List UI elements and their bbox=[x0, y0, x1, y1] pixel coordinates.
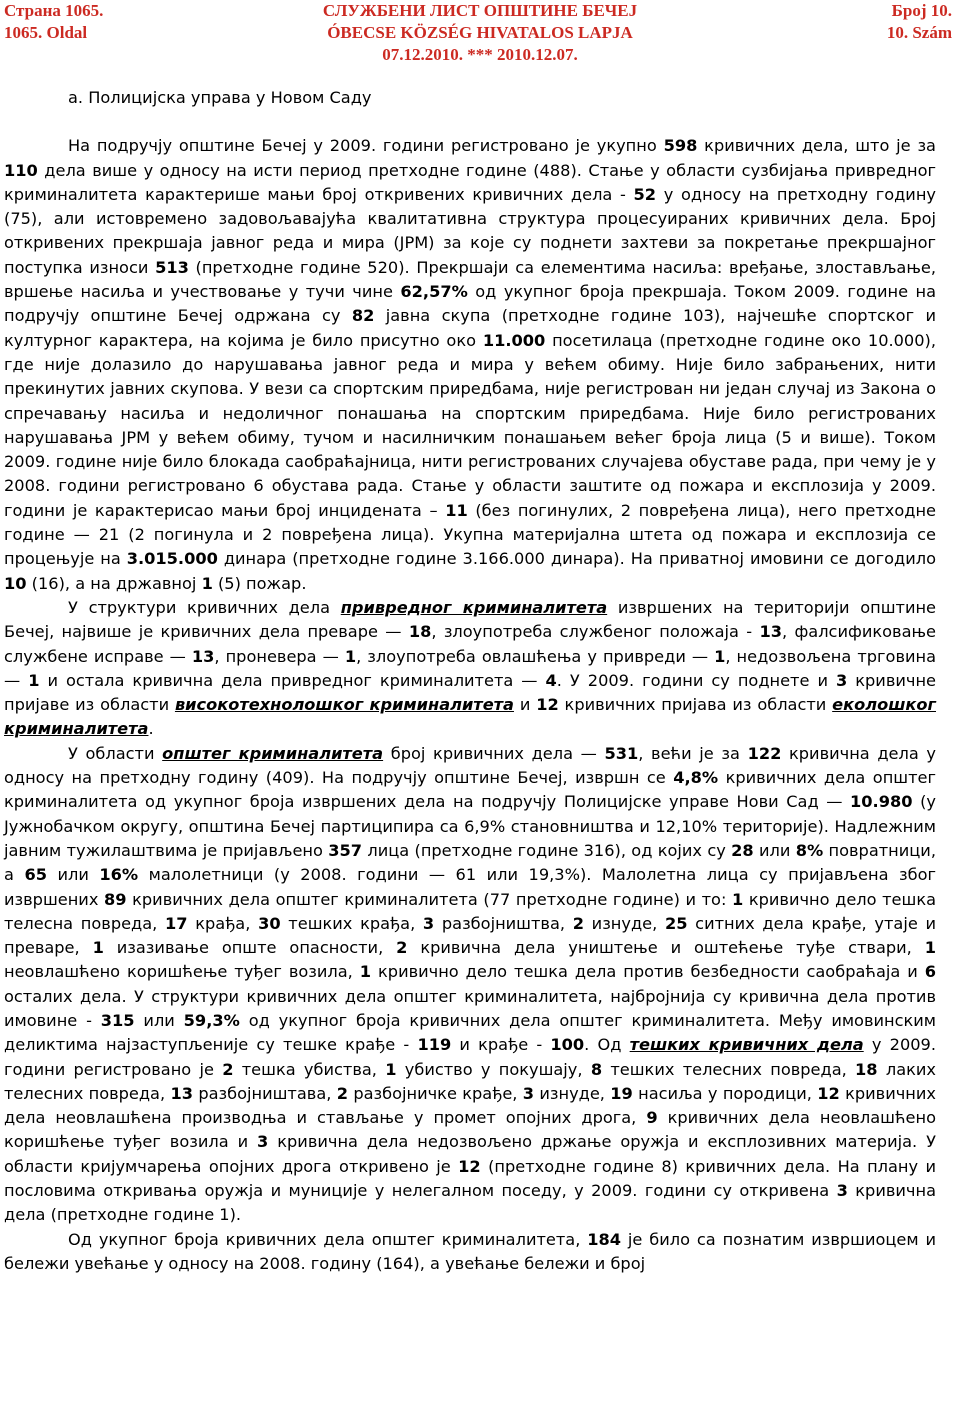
emphasized-term: тешких кривичних дела bbox=[629, 1035, 864, 1055]
text-run: , већи је за bbox=[638, 743, 748, 763]
bold-figure: 12 bbox=[817, 1083, 840, 1103]
text-run: (5) пожар. bbox=[212, 573, 307, 593]
text-run: од укупног броја кривичних дела општег криминалитета. Међу имовинским деликтима најзаступљеније су тешке крађе - bbox=[4, 1010, 937, 1055]
text-run: (у Јужнобачком округу, општина Бечеј партиципира са 6,9% становништва и 12,10% територије). Надлежним јавним тужилаштвима је пријављено bbox=[4, 792, 936, 860]
text-run: или bbox=[753, 840, 796, 860]
text-run: јавна скупа (претходне године 103), најчешће спортског и културног карактера, на којима је било присутно око bbox=[4, 306, 936, 350]
emphasized-term: еколошког криминалитета bbox=[4, 695, 936, 739]
bold-figure: 3.015.000 bbox=[126, 549, 218, 569]
text-run: кривичних дела општег криминалитета од укупног броја извршених дела на подручју Полицијске управе Нови Сад — bbox=[4, 768, 936, 812]
bold-figure: 3 bbox=[422, 913, 435, 933]
text-run: или bbox=[134, 1010, 184, 1030]
text-run: кривичних дела, што је за bbox=[697, 136, 936, 156]
text-run: кривичних пријава из области bbox=[558, 695, 833, 715]
bold-figure: 59,3% bbox=[183, 1010, 240, 1030]
text-run: лаких телесних повреда, bbox=[4, 1059, 936, 1103]
issue-number-serbian: Број 10. bbox=[891, 1, 952, 20]
bold-figure: 100 bbox=[550, 1035, 585, 1055]
text-run: кривична дела уништење и оштећење туђе ствари, bbox=[407, 938, 925, 958]
issue-number-block bbox=[887, 0, 952, 44]
text-run: разбојништава, bbox=[193, 1083, 337, 1103]
text-run: разбојничке крађе, bbox=[347, 1083, 523, 1103]
bold-figure: 4 bbox=[545, 670, 557, 690]
bold-figure: 2 bbox=[572, 913, 584, 933]
bold-figure: 1 bbox=[344, 646, 357, 666]
bold-figure: 3 bbox=[522, 1083, 535, 1103]
text-run: у 2009. години регистровано је bbox=[4, 1035, 937, 1079]
bold-figure: 1 bbox=[28, 670, 40, 690]
text-run: дела више у односу на исти период претходне године (488). Стање у области сузбијања привредног криминалитета карактерише мањи број откривених кривичних дела - bbox=[4, 160, 936, 204]
bold-figure: 10.980 bbox=[850, 792, 913, 812]
text-run: ситних дела крађе, утаје и преваре, bbox=[4, 913, 936, 958]
text-run: насиља у породици, bbox=[632, 1083, 818, 1103]
text-run: кривична дела недозвољено држање оружја и експлозивних материја. У области кријумчарења опојних дрога откривено је bbox=[4, 1132, 936, 1176]
text-run: тешких крађа, bbox=[280, 913, 423, 933]
bold-figure: 52 bbox=[633, 184, 657, 204]
issue-number-hungarian: 10. Szám bbox=[886, 23, 952, 42]
paragraph bbox=[4, 742, 936, 1228]
bold-figure: 1 bbox=[385, 1059, 397, 1079]
text-run: кривичних дела неовлашћено коришћење туђег возила и bbox=[4, 1108, 936, 1152]
bold-figure: 513 bbox=[155, 257, 189, 277]
bold-figure: 3 bbox=[836, 1181, 848, 1201]
text-run: кривично дело тешка телесна повреда, bbox=[4, 889, 937, 933]
bold-figure: 9 bbox=[646, 1108, 658, 1128]
bold-figure: 110 bbox=[4, 160, 38, 180]
page-header bbox=[4, 0, 956, 64]
bold-figure: 12 bbox=[458, 1156, 481, 1176]
text-run: и остала кривична дела привредног криминалитета — bbox=[39, 670, 546, 690]
bold-figure: 89 bbox=[104, 889, 127, 909]
bold-figure: 30 bbox=[258, 913, 281, 933]
section-title: а. Полицијска управа у Новом Саду bbox=[68, 88, 372, 107]
text-run: тешка убиства, bbox=[233, 1059, 386, 1079]
text-run: (претходне године 8) кривичних дела. На плану и пословима откривања оружја и муниције у нелегалном поседу, у 2009. години су откривена bbox=[4, 1156, 936, 1201]
bold-figure: 82 bbox=[351, 306, 375, 326]
bold-figure: 4,8% bbox=[673, 768, 719, 788]
gazette-title-hungarian: ÓBECSE KÖZSÉG HIVATALOS LAPJA bbox=[327, 23, 633, 42]
bold-figure: 2 bbox=[336, 1083, 348, 1103]
text-run: кривичне пријаве из области bbox=[4, 670, 936, 715]
bold-figure: 11 bbox=[445, 500, 468, 520]
bold-figure: 28 bbox=[731, 840, 754, 860]
text-run: изнуде, bbox=[583, 913, 665, 933]
bold-figure: 315 bbox=[100, 1010, 135, 1030]
text-run: кривично дело тешка дела против безбедности саобраћаја и bbox=[371, 962, 925, 982]
bold-figure: 598 bbox=[663, 136, 698, 156]
text-run: , фалсификовање службене исправе — bbox=[4, 622, 936, 666]
bold-figure: 357 bbox=[328, 840, 363, 860]
text-run: убиство у покушају, bbox=[396, 1059, 591, 1079]
paragraph bbox=[4, 134, 936, 596]
gazette-title-serbian: СЛУЖБЕНИ ЛИСТ ОПШТИНЕ БЕЧЕЈ bbox=[322, 1, 638, 20]
bold-figure: 17 bbox=[165, 913, 188, 933]
text-run: извршених на територији општине Бечеј, највише је кривичних дела преваре — bbox=[4, 597, 937, 642]
bold-figure: 19 bbox=[610, 1083, 633, 1103]
text-run: кривичних дела неовлашћена производња и стављање у промет опојних дрога, bbox=[4, 1083, 936, 1128]
bold-figure: 1 bbox=[359, 962, 372, 982]
bold-figure: 62,57% bbox=[400, 282, 468, 302]
text-run: , злоупотреба овлашћења у привреди — bbox=[356, 646, 715, 666]
text-run: кривична дела (претходне године 1). bbox=[4, 1181, 936, 1225]
text-run: крађа, bbox=[187, 913, 259, 933]
text-run: , недозвољена трговина — bbox=[4, 646, 937, 690]
text-run: кривична дела у односу на претходну годину (409). На подручју општине Бечеј, извршн се bbox=[4, 743, 936, 788]
bold-figure: 1 bbox=[714, 646, 726, 666]
text-run: у односу на претходну годину (75), али истовремено задовољавајућа квалитативна структура процесуираних кривичних дела. Број откривених прекршаја јавног реда и мира (ЈРМ) за које су поднети захтеви за покретање прекршајног поступка износи bbox=[4, 184, 936, 277]
bold-figure: 1 bbox=[92, 938, 104, 958]
text-run: изнуде, bbox=[534, 1083, 611, 1103]
bold-figure: 3 bbox=[257, 1132, 269, 1152]
text-run: од укупног броја прекршаја. Током 2009. године на подручју општине Бечеј одржана су bbox=[4, 282, 936, 326]
bold-figure: 531 bbox=[604, 743, 639, 763]
paragraph bbox=[4, 596, 936, 742]
gazette-title-block bbox=[4, 0, 956, 66]
bold-figure: 13 bbox=[759, 622, 782, 642]
text-run: тешких телесних повреда, bbox=[602, 1059, 856, 1079]
bold-figure: 119 bbox=[417, 1035, 452, 1055]
document-body bbox=[4, 86, 936, 1276]
text-run: је било са познатим извршиоцем и бележи увећање у односу на 2008. годину (164), а увећање бележи и број bbox=[4, 1229, 936, 1273]
bold-figure: 2 bbox=[222, 1059, 234, 1079]
bold-figure: 13 bbox=[191, 646, 215, 666]
text-run: осталих дела. У структури кривичних дела општег криминалитета, најбројнија су кривична дела против имовине - bbox=[4, 986, 936, 1030]
page-number-serbian: Страна 1065. bbox=[4, 1, 104, 20]
bold-figure: 184 bbox=[587, 1229, 622, 1249]
text-run: повратници, а bbox=[4, 840, 936, 885]
bold-figure: 8 bbox=[590, 1059, 603, 1079]
text-run: малолетници (у 2008. години — 61 или 19,3%). Малолетна лица су пријављена због извршених bbox=[4, 865, 937, 909]
bold-figure: 1 bbox=[732, 889, 744, 909]
text-run: . У 2009. години су поднете и bbox=[556, 670, 836, 690]
emphasized-term: општег криминалитета bbox=[162, 743, 384, 763]
text-run: (без погинулих, 2 повређена лица), него претходне године — 21 (2 погинула и 2 повређена лица). Укупна материјална штета од пожара и експлозија се процењује на bbox=[4, 500, 936, 569]
bold-figure: 1 bbox=[924, 938, 936, 958]
text-run: лица (претходне године 316), од којих су bbox=[362, 840, 732, 860]
bold-figure: 122 bbox=[747, 743, 782, 763]
text-run: број кривичних дела — bbox=[383, 743, 605, 763]
bold-figure: 2 bbox=[396, 938, 408, 958]
bold-figure: 11.000 bbox=[482, 330, 546, 350]
bold-figure: 8% bbox=[795, 840, 824, 860]
emphasized-term: привредног криминалитета bbox=[340, 597, 608, 617]
bold-figure: 16% bbox=[99, 865, 139, 885]
bold-figure: 1 bbox=[201, 573, 213, 593]
bold-figure: 13 bbox=[170, 1083, 193, 1103]
text-run: и крађе - bbox=[451, 1035, 551, 1055]
page-number-hungarian: 1065. Oldal bbox=[4, 23, 88, 42]
paragraph bbox=[4, 1228, 936, 1277]
text-run: кривичних дела општег криминалитета (77 претходне године) и то: bbox=[126, 889, 732, 909]
text-run: У структури кривичних дела bbox=[68, 597, 341, 617]
text-run: или bbox=[46, 865, 100, 885]
bold-figure: 65 bbox=[24, 865, 47, 885]
emphasized-term: високотехнолошког криминалитета bbox=[174, 695, 514, 715]
bold-figure: 25 bbox=[664, 913, 688, 933]
text-run: (16), а на државној bbox=[26, 573, 202, 593]
gazette-date: 07.12.2010. *** 2010.12.07. bbox=[382, 45, 578, 64]
text-run: (претходне године 520). Прекршаји са елементима насиља: вређање, злостављање, вршење насиља и учествовање у тучи чине bbox=[4, 257, 936, 302]
text-run: изазивање опште опасности, bbox=[103, 938, 397, 958]
text-run: У области bbox=[68, 743, 163, 763]
text-run: , проневера — bbox=[214, 646, 345, 666]
text-run: и bbox=[513, 695, 537, 715]
bold-figure: 18 bbox=[408, 622, 432, 642]
text-run: , злоупотреба службеног положаја - bbox=[431, 622, 760, 642]
bold-figure: 10 bbox=[4, 573, 27, 593]
text-run: разбојништва, bbox=[434, 913, 573, 933]
bold-figure: 3 bbox=[835, 670, 848, 690]
text-run: Од укупног броја кривичних дела општег криминалитета, bbox=[68, 1229, 588, 1249]
text-run: посетилаца (претходне године око 10.000), где није долазило до нарушавања јавног реда и мира у већем обиму. Није било забрањених, нити прекинутих јавних скупова. У вези са спортским приредбама, није регистрован ни један случај из Закона о спречавању насиља и недоличног понашања на спортским приредбама. Није било регистрованих нарушавања ЈРМ у већем обиму, тучом и насилничким понашањем већег броја лица (5 и више). Током 2009. године није било блокада саобраћајница, нити регистрованих случајева обуставе рада, при чему је у 2008. години регистровано 6 обустава рада. Стање у области заштите од пожара и експлозија у 2009. години је карактерисао мањи број инцидената – bbox=[4, 330, 936, 520]
text-run: . bbox=[148, 719, 154, 739]
bold-figure: 6 bbox=[924, 962, 936, 982]
text-run: На подручју општине Бечеј у 2009. години регистровано је укупно bbox=[68, 136, 664, 156]
text-run: неовлашћено коришћење туђег возила, bbox=[4, 962, 360, 982]
bold-figure: 18 bbox=[855, 1059, 878, 1079]
bold-figure: 12 bbox=[536, 695, 559, 715]
text-run: . Од bbox=[584, 1035, 630, 1055]
text-run: динара (претходне године 3.166.000 динара). На приватној имовини се догодило bbox=[217, 549, 936, 569]
